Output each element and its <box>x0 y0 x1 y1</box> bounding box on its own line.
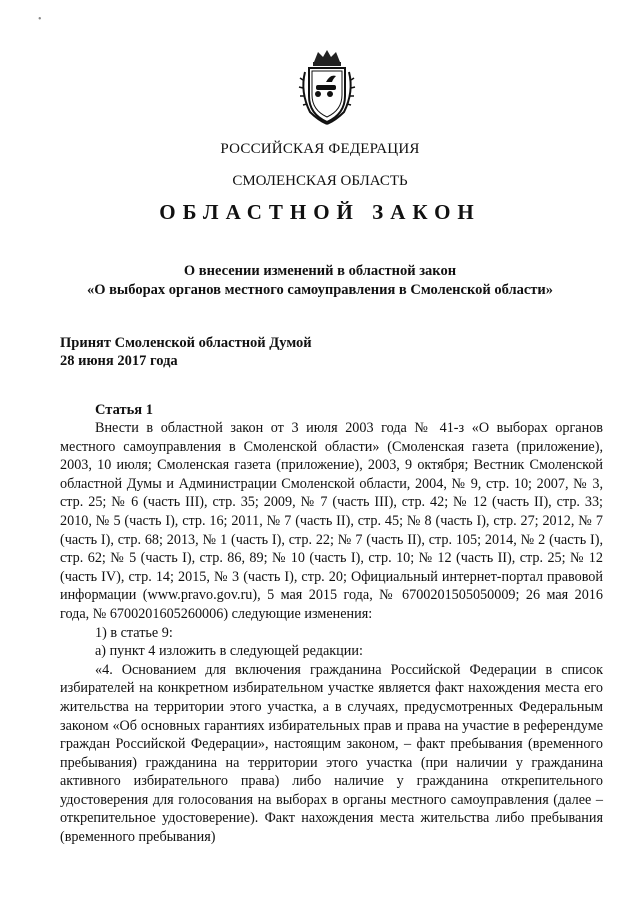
smolensk-coat-of-arms-icon <box>296 48 358 126</box>
header-country: РОССИЙСКАЯ ФЕДЕРАЦИЯ <box>220 141 420 157</box>
paragraph-new-text: «4. Основанием для включения гражданина Российской Федерации в список избирателей на конкретном избирательном участке является факт нахождения места его жительства на территории этого участка, а в случаях, предусмотренных Федеральным законом «Об основных гарантиях избирательных прав и права на участие в референдуме граждан Российской Федерации», настоящим законом, – факт пребывания (временного пребывания) гражданина на территории этого участка (при наличии у гражданина активного избирательного права) либо наличие у гражданина открепительного удостоверения для голосования на выборах в органы местного самоуправления (далее – открепительное удостоверение). Факт нахождения места жительства либо пребывания (временного пребывания) <box>60 661 603 846</box>
adopted-date: 28 июня 2017 года <box>60 353 178 369</box>
paragraph-amendment-intro: Внести в областной закон от 3 июля 2003 года № 41-з «О выборах органов местного самоуправления в Смоленской области» (Смоленская газета (приложение), 2003, 10 июля; Смоленская газета (приложение), 2003, 9 октября; Вестник Смоленской областной Думы и Администрации Смоленской области, 2004, № 9, стр. 10; 2007, № 3, стр. 25; № 6 (часть III), стр. 35; 2009, № 7 (часть III), стр. 42; № 12 (часть II), стр. 33; 2010, № 5 (часть I), стр. 16; 2011, № 7 (часть II), стр. 45; № 8 (часть I), стр. 27; 2012, № 7 (часть I), стр. 68; 2013, № 1 (часть I), стр. 22; № 7 (часть II), стр. 105; 2014, № 2 (часть I), стр. 62; № 5 (часть I), стр. 86, 89; № 10 (часть I), стр. 10; № 12 (часть II), стр. 25; № 12 (часть IV), стр. 14; 2015, № 3 (часть I), стр. 20; Официальный интернет-портал правовой информации (www.pravo.gov.ru), 5 мая 2015 года, № 6700201505050009; 26 мая 2016 года, № 6700201605260006) следующие изменения: <box>60 420 603 622</box>
adopted-by: Принят Смоленской областной Думой <box>60 335 312 351</box>
paragraph-item-1: 1) в статье 9: <box>95 624 173 641</box>
scan-mark: • <box>38 14 42 25</box>
header-region: СМОЛЕНСКАЯ ОБЛАСТЬ <box>232 173 408 189</box>
article-body <box>60 419 603 847</box>
law-title-line2: «О выборах органов местного самоуправления в Смоленской области» <box>86 282 554 298</box>
law-title-line1: О внесении изменений в областной закон <box>183 263 457 279</box>
paragraph-subitem-a: а) пункт 4 изложить в следующей редакции: <box>95 643 363 660</box>
article-heading: Статья 1 <box>95 402 153 418</box>
document-type: ОБЛАСТНОЙ ЗАКОН <box>159 200 481 224</box>
